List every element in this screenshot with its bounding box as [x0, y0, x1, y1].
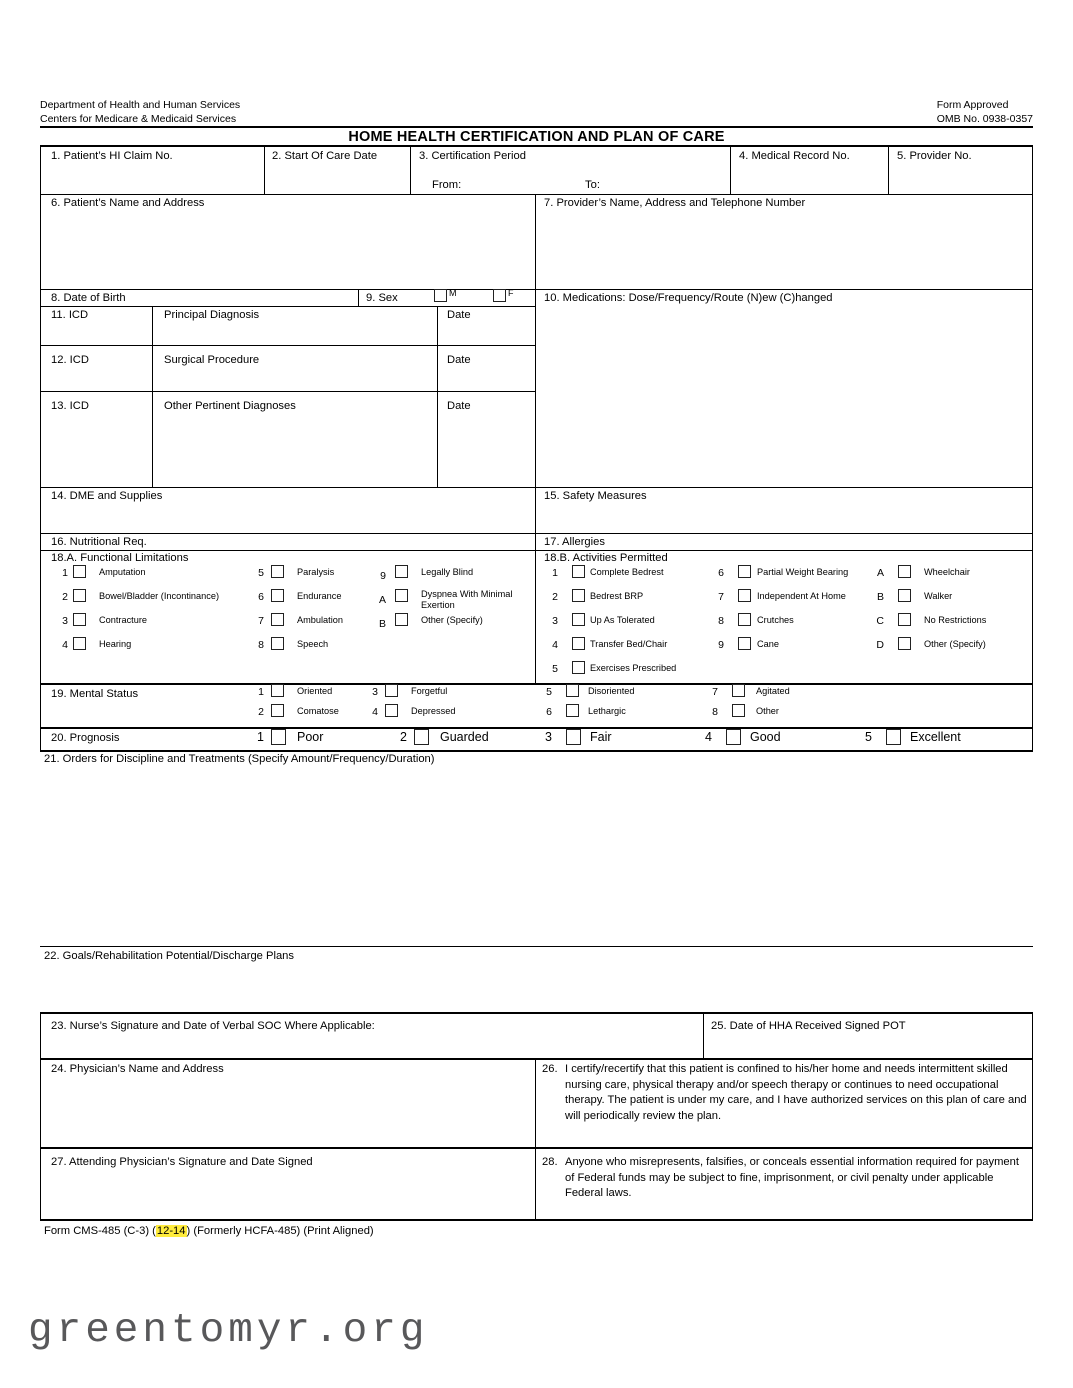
row3-border-left [40, 289, 41, 306]
ms-num-3: 3 [372, 686, 378, 698]
field-11-date-label: Date [447, 309, 471, 321]
ap-num-1: 1 [552, 567, 558, 579]
pg-num-1: 1 [257, 730, 264, 744]
row1-border-right [1032, 145, 1033, 194]
divider-under-field-12 [40, 391, 536, 392]
divider-under-row22 [40, 1012, 1033, 1014]
ms-label-agitated: Agitated [756, 686, 790, 696]
row24-border-right [1032, 1058, 1033, 1147]
ms-label-other-ms: Other [756, 706, 779, 716]
pg-num-2: 2 [400, 730, 407, 744]
field-21-label: 21. Orders for Discipline and Treatments (Specify Amount/Frequency/Duration) [44, 753, 435, 765]
ap-label-independent-at-home: Independent At Home [757, 591, 846, 601]
ms-checkbox-agitated[interactable] [732, 684, 745, 697]
ap-checkbox-other-ap[interactable] [898, 637, 911, 650]
footer-suffix: ) (Formerly HCFA-485) (Print Aligned) [186, 1225, 374, 1237]
fl-label-dyspnea: Dyspnea With Minimal Exertion [421, 589, 513, 611]
row1-border-left [40, 145, 41, 194]
divider-under-row19 [40, 727, 1033, 729]
fl-num-6: 6 [258, 591, 264, 603]
ap-label-complete-bedrest: Complete Bedrest [590, 567, 664, 577]
field-16-label: 16. Nutritional Req. [51, 536, 147, 548]
pg-label-fair: Fair [590, 730, 612, 744]
ap-checkbox-independent-at-home[interactable] [738, 589, 751, 602]
pg-label-guarded: Guarded [440, 730, 489, 744]
ap-label-cane: Cane [757, 639, 779, 649]
ap-label-up-as-tolerated: Up As Tolerated [590, 615, 655, 625]
field-28-number: 28. [542, 1156, 558, 1168]
fl-label-bowel-bladder: Bowel/Bladder (Incontinance) [99, 591, 220, 601]
icd-border-left [40, 306, 41, 487]
fl-label-contracture: Contracture [99, 615, 148, 625]
ms-num-7: 7 [712, 686, 718, 698]
divider-under-row18 [40, 683, 1033, 685]
row16-border-right [1032, 533, 1033, 550]
fl-checkbox-dyspnea[interactable] [395, 589, 408, 602]
row19-border-right [1032, 683, 1033, 727]
ap-num-b: B [876, 591, 884, 603]
ap-num-7: 7 [718, 591, 724, 603]
ap-checkbox-no-restrictions[interactable] [898, 613, 911, 626]
field-13-label: 13. ICD [51, 400, 89, 412]
row24-divider [535, 1058, 536, 1147]
row18-divider [535, 550, 536, 683]
fl-label-other-fl: Other (Specify) [421, 615, 483, 625]
field-13-description: Other Pertinent Diagnoses [164, 400, 296, 412]
divider-under-row16 [40, 550, 1033, 551]
field-3-to-label: To: [585, 179, 600, 191]
pg-checkbox-good[interactable] [726, 729, 741, 745]
field-3-from-label: From: [432, 179, 462, 191]
agency-line-2: Centers for Medicare & Medicaid Services [40, 112, 237, 125]
ap-checkbox-walker[interactable] [898, 589, 911, 602]
pg-checkbox-fair[interactable] [566, 729, 581, 745]
form-approved-label: Form Approved [936, 99, 1009, 111]
fl-checkbox-paralysis[interactable] [271, 565, 284, 578]
divider-under-field-11 [40, 345, 536, 346]
divider-under-row23 [40, 1058, 1033, 1060]
divider-under-row2 [40, 289, 1033, 290]
agency-line-1: Department of Health and Human Services [40, 99, 241, 111]
ap-num-c: C [876, 615, 884, 627]
row27-divider [535, 1147, 536, 1219]
row1-divider-3 [730, 145, 731, 194]
fl-checkbox-amputation[interactable] [73, 565, 86, 578]
field-11-label: 11. ICD [51, 309, 89, 321]
ms-checkbox-other-ms[interactable] [732, 704, 745, 717]
fl-label-endurance: Endurance [297, 591, 342, 601]
row3-divider-1 [358, 289, 359, 306]
footer-revision-date: 12-14 [156, 1225, 186, 1237]
ap-label-other-ap: Other (Specify) [924, 639, 986, 649]
omb-block [937, 99, 1033, 126]
sex-female-label: F [508, 288, 514, 298]
ap-checkbox-transfer-bed-chair[interactable] [572, 637, 585, 650]
ap-checkbox-cane[interactable] [738, 637, 751, 650]
field-9-label: 9. Sex [366, 292, 398, 304]
divider-under-icd [40, 487, 1033, 488]
fl-label-ambulation: Ambulation [297, 615, 343, 625]
ms-label-oriented: Oriented [297, 686, 333, 696]
ap-checkbox-complete-bedrest[interactable] [572, 565, 585, 578]
fl-num-5: 5 [258, 567, 264, 579]
ap-label-crutches: Crutches [757, 615, 794, 625]
fl-label-speech: Speech [297, 639, 329, 649]
field-6-label: 6. Patient’s Name and Address [51, 197, 205, 209]
ms-num-5: 5 [546, 686, 552, 698]
fl-checkbox-other-fl[interactable] [395, 613, 408, 626]
fl-num-a: A [378, 594, 386, 606]
site-watermark: greentomyr.org [28, 1308, 429, 1354]
fl-num-b: B [378, 618, 386, 630]
row2-border-right [1032, 194, 1033, 289]
fl-checkbox-speech[interactable] [271, 637, 284, 650]
ap-label-wheelchair: Wheelchair [924, 567, 970, 577]
row20-border-left [40, 727, 41, 750]
ap-num-9: 9 [718, 639, 724, 651]
divider-under-row24 [40, 1147, 1033, 1149]
ap-checkbox-bedrest-brp[interactable] [572, 589, 585, 602]
ms-checkbox-lethargic[interactable] [566, 704, 579, 717]
ap-num-5: 5 [552, 663, 558, 675]
ap-checkbox-partial-weight-bearing[interactable] [738, 565, 751, 578]
row23-border-left [40, 1012, 41, 1058]
agency-header [40, 99, 1033, 126]
omb-number: OMB No. 0938-0357 [936, 112, 1033, 125]
ap-label-bedrest-brp: Bedrest BRP [590, 591, 644, 601]
field-12-date-label: Date [447, 354, 471, 366]
divider-under-row27 [40, 1219, 1033, 1221]
fl-label-hearing: Hearing [99, 639, 132, 649]
row18-border-left [40, 550, 41, 683]
field-25-label: 25. Date of HHA Received Signed POT [711, 1020, 906, 1032]
row1-divider-1 [264, 145, 265, 194]
sex-male-label: M [449, 288, 457, 298]
divider-under-row1 [40, 194, 1033, 195]
row2-divider [535, 194, 536, 289]
divider-under-row3-left [40, 306, 536, 307]
field-15-label: 15. Safety Measures [544, 490, 647, 502]
pg-label-poor: Poor [297, 730, 324, 744]
fl-num-8: 8 [258, 639, 264, 651]
row14-border-left [40, 487, 41, 533]
field-26-text: I certify/recertify that this patient is confined to his/her home and needs intermittent skilled nursing care, physical therapy and/or speech therapy or continues to need occupational therapy. The patient is under my care, and I have authorized services on this plan of care and will periodically review the plan. [565, 1063, 1027, 1122]
fl-checkbox-contracture[interactable] [73, 613, 86, 626]
row14-border-right [1032, 487, 1033, 533]
agency-name-block [40, 99, 240, 126]
fl-label-paralysis: Paralysis [297, 567, 335, 577]
ms-checkbox-comatose[interactable] [271, 704, 284, 717]
fl-checkbox-bowel-bladder[interactable] [73, 589, 86, 602]
ms-label-comatose: Comatose [297, 706, 339, 716]
ms-num-6: 6 [546, 706, 552, 718]
field-12-label: 12. ICD [51, 354, 89, 366]
field-1-label: 1. Patient’s HI Claim No. [51, 150, 173, 162]
pg-num-4: 4 [705, 730, 712, 744]
ap-checkbox-up-as-tolerated[interactable] [572, 613, 585, 626]
ap-num-d: D [876, 639, 884, 651]
pg-checkbox-excellent[interactable] [886, 729, 901, 745]
field-7-label: 7. Provider’s Name, Address and Telephone Number [544, 197, 806, 209]
field-17-label: 17. Allergies [544, 536, 605, 548]
field-12-description: Surgical Procedure [164, 354, 260, 366]
fl-num-4: 4 [62, 639, 68, 651]
row16-divider [535, 533, 536, 550]
ap-label-partial-weight-bearing: Partial Weight Bearing [757, 567, 849, 577]
field-11-description: Principal Diagnosis [164, 309, 260, 321]
ap-checkbox-exercises-prescribed[interactable] [572, 661, 585, 674]
row3-divider-2 [535, 289, 536, 487]
row1-divider-4 [888, 145, 889, 194]
ap-num-4: 4 [552, 639, 558, 651]
ms-checkbox-disoriented[interactable] [566, 684, 579, 697]
page-title: HOME HEALTH CERTIFICATION AND PLAN OF CARE [348, 129, 725, 145]
ap-num-3: 3 [552, 615, 558, 627]
row2-border-left [40, 194, 41, 289]
row24-border-left [40, 1058, 41, 1147]
icd-divider-date [437, 306, 438, 487]
footer-prefix: Form CMS-485 (C-3) ( [44, 1225, 156, 1237]
ap-label-walker: Walker [924, 591, 953, 601]
divider-under-agency-header [40, 126, 1033, 128]
field-28-text: Anyone who misrepresents, falsifies, or conceals essential information required for payment of Federal funds may be subject to fine, imprisonment, or civil penalty under applicable Federal laws. [565, 1156, 1019, 1200]
fl-num-1: 1 [62, 567, 68, 579]
ms-num-2: 2 [258, 706, 264, 718]
ap-num-6: 6 [718, 567, 724, 579]
fl-checkbox-hearing[interactable] [73, 637, 86, 650]
field-5-label: 5. Provider No. [897, 150, 972, 162]
field-10-label: 10. Medications: Dose/Frequency/Route (N)ew (C)hanged [544, 292, 833, 304]
fl-num-7: 7 [258, 615, 264, 627]
ms-num-8: 8 [712, 706, 718, 718]
field-26-number: 26. [542, 1063, 558, 1075]
ap-num-8: 8 [718, 615, 724, 627]
field-18a-label: 18.A. Functional Limitations [51, 552, 189, 564]
row23-border-right [1032, 1012, 1033, 1058]
row20-border-right [1032, 727, 1033, 750]
ap-num-2: 2 [552, 591, 558, 603]
icd-divider-code [152, 306, 153, 487]
pg-checkbox-poor[interactable] [271, 729, 286, 745]
field-13-date-label: Date [447, 400, 471, 412]
form-footer [44, 1225, 374, 1237]
ms-label-depressed: Depressed [411, 706, 456, 716]
field-2-label: 2. Start Of Care Date [272, 150, 378, 162]
fl-num-3: 3 [62, 615, 68, 627]
ms-checkbox-oriented[interactable] [271, 684, 284, 697]
fl-checkbox-legally-blind[interactable] [395, 565, 408, 578]
ap-num-a: A [876, 567, 884, 579]
field-24-label: 24. Physician’s Name and Address [51, 1063, 224, 1075]
field-18b-label: 18.B. Activities Permitted [544, 552, 668, 564]
ms-checkbox-depressed[interactable] [385, 704, 398, 717]
ap-label-exercises-prescribed: Exercises Prescribed [590, 663, 677, 673]
fl-label-amputation: Amputation [99, 567, 146, 577]
pg-num-3: 3 [545, 730, 552, 744]
field-4-label: 4. Medical Record No. [739, 150, 850, 162]
ap-label-no-restrictions: No Restrictions [924, 615, 987, 625]
fl-label-legally-blind: Legally Blind [421, 567, 474, 577]
fl-num-2: 2 [62, 591, 68, 603]
row27-border-left [40, 1147, 41, 1219]
row16-border-left [40, 533, 41, 550]
field-27-label: 27. Attending Physician’s Signature and Date Signed [51, 1156, 313, 1168]
fl-checkbox-endurance[interactable] [271, 589, 284, 602]
row14-divider [535, 487, 536, 533]
field-3-label: 3. Certification Period [419, 150, 526, 162]
field-19-label: 19. Mental Status [51, 688, 139, 700]
field-20-label: 20. Prognosis [51, 732, 120, 744]
ap-checkbox-wheelchair[interactable] [898, 565, 911, 578]
divider-under-row14 [40, 533, 1033, 534]
row19-border-left [40, 683, 41, 727]
row23-divider [703, 1012, 704, 1058]
row1-divider-2 [410, 145, 411, 194]
pg-label-good: Good [750, 730, 781, 744]
row27-border-right [1032, 1147, 1033, 1219]
row3-border-right [1032, 289, 1033, 487]
pg-checkbox-guarded[interactable] [414, 729, 429, 745]
fl-checkbox-ambulation[interactable] [271, 613, 284, 626]
divider-under-title [40, 145, 1033, 147]
ap-checkbox-crutches[interactable] [738, 613, 751, 626]
field-8-label: 8. Date of Birth [51, 292, 126, 304]
ms-checkbox-forgetful[interactable] [385, 684, 398, 697]
ms-num-1: 1 [258, 686, 264, 698]
ms-num-4: 4 [372, 706, 378, 718]
field-23-label: 23. Nurse’s Signature and Date of Verbal SOC Where Applicable: [51, 1020, 375, 1032]
field-14-label: 14. DME and Supplies [51, 490, 163, 502]
field-22-label: 22. Goals/Rehabilitation Potential/Discharge Plans [44, 950, 294, 962]
ms-label-lethargic: Lethargic [588, 706, 626, 716]
pg-label-excellent: Excellent [910, 730, 961, 744]
sex-male-checkbox[interactable] [434, 289, 447, 302]
sex-female-checkbox[interactable] [493, 289, 506, 302]
ms-label-disoriented: Disoriented [588, 686, 635, 696]
divider-under-row21 [40, 946, 1033, 947]
fl-num-9: 9 [380, 570, 386, 582]
ap-label-transfer-bed-chair: Transfer Bed/Chair [590, 639, 668, 649]
pg-num-5: 5 [865, 730, 872, 744]
ms-label-forgetful: Forgetful [411, 686, 448, 696]
row18-border-right [1032, 550, 1033, 683]
